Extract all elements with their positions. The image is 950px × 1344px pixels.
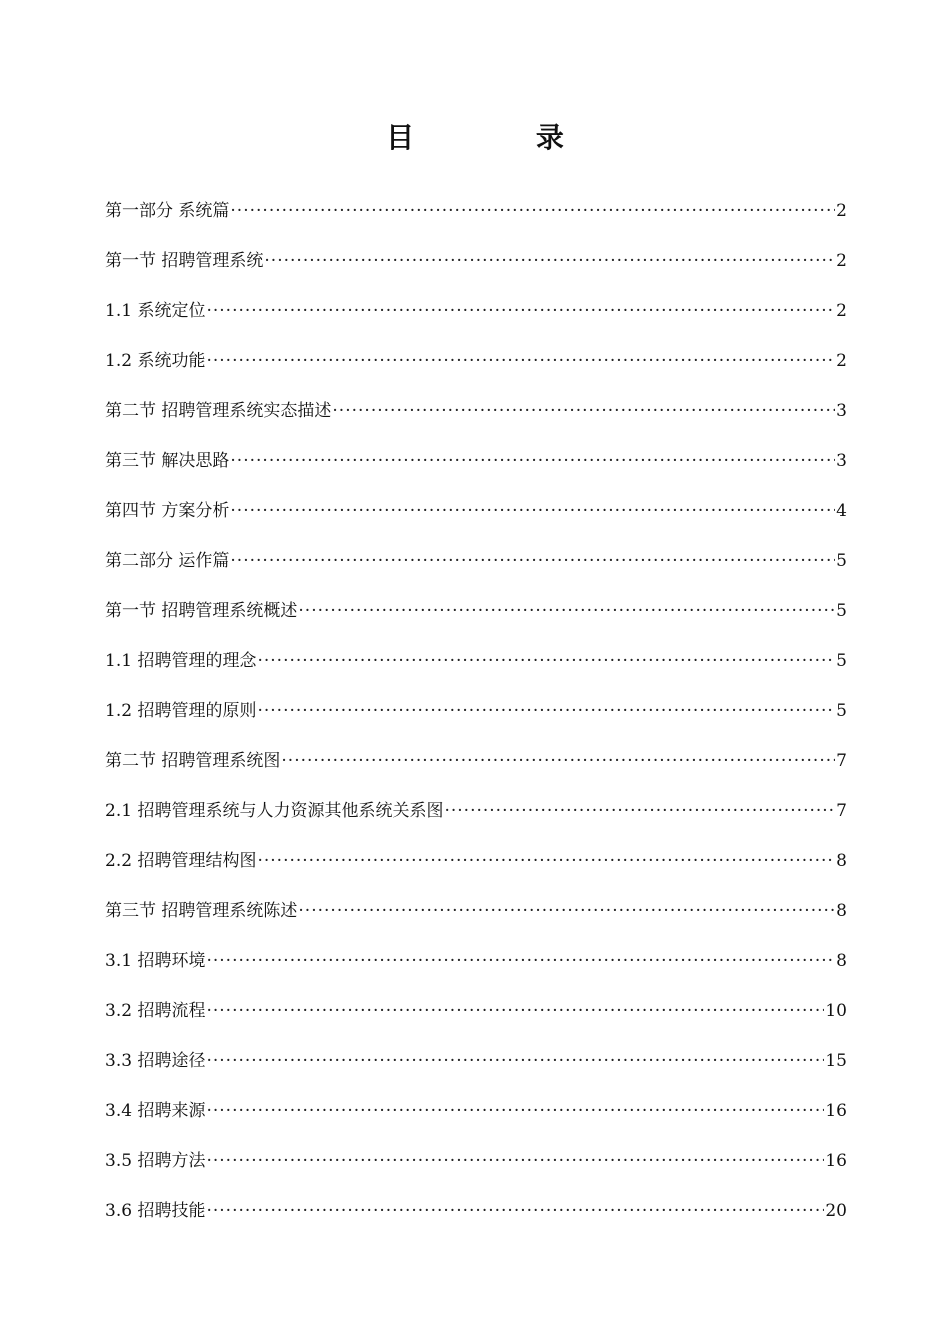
toc-leader-dots bbox=[206, 986, 824, 1036]
toc-entry-page: 16 bbox=[825, 1151, 847, 1171]
toc-leader-dots bbox=[206, 1036, 824, 1086]
toc-entry-label: 第四节 方案分析 bbox=[105, 501, 230, 521]
toc-entry-page: 16 bbox=[825, 1101, 847, 1121]
toc-entry-page: 8 bbox=[836, 901, 847, 921]
toc-entry-page: 20 bbox=[825, 1201, 847, 1221]
toc-entry-page: 2 bbox=[836, 201, 847, 221]
toc-entry-label: 1.2 系统功能 bbox=[105, 351, 206, 371]
toc-entry[interactable] bbox=[105, 686, 847, 736]
toc-leader-dots bbox=[206, 1136, 824, 1186]
toc-entry-page: 2 bbox=[836, 351, 847, 371]
toc-leader-dots bbox=[257, 686, 835, 736]
toc-entry[interactable] bbox=[105, 386, 847, 436]
toc-entry-label: 第三节 招聘管理系统陈述 bbox=[105, 901, 298, 921]
toc-entry-label: 第一部分 系统篇 bbox=[105, 201, 230, 221]
toc-title: 目 录 bbox=[386, 121, 620, 154]
toc-entry-label: 第三节 解决思路 bbox=[105, 451, 230, 471]
toc-entry-label: 第二节 招聘管理系统实态描述 bbox=[105, 401, 332, 421]
toc-leader-dots bbox=[332, 386, 835, 436]
toc-entry[interactable] bbox=[105, 1086, 847, 1136]
toc-entry-label: 3.5 招聘方法 bbox=[105, 1151, 206, 1171]
toc-leader-dots bbox=[206, 1186, 824, 1236]
toc-entry[interactable] bbox=[105, 1186, 847, 1236]
toc-entry-label: 第二部分 运作篇 bbox=[105, 551, 230, 571]
toc-entry-page: 3 bbox=[836, 451, 847, 471]
toc-entry-label: 3.2 招聘流程 bbox=[105, 1001, 206, 1021]
toc-entry-label: 3.6 招聘技能 bbox=[105, 1201, 206, 1221]
toc-leader-dots bbox=[206, 1086, 824, 1136]
toc-entry[interactable] bbox=[105, 936, 847, 986]
toc-entry-label: 第一节 招聘管理系统概述 bbox=[105, 601, 298, 621]
toc-entry[interactable] bbox=[105, 336, 847, 386]
toc-entry-page: 5 bbox=[836, 651, 847, 671]
toc-entry[interactable] bbox=[105, 286, 847, 336]
toc-entry[interactable] bbox=[105, 1136, 847, 1186]
toc-entry-label: 第二节 招聘管理系统图 bbox=[105, 751, 281, 771]
toc-entry-label: 2.1 招聘管理系统与人力资源其他系统关系图 bbox=[105, 801, 444, 821]
toc-entry[interactable] bbox=[105, 486, 847, 536]
toc-leader-dots bbox=[298, 586, 835, 636]
toc-entry[interactable] bbox=[105, 1036, 847, 1086]
toc-leader-dots bbox=[264, 236, 835, 286]
toc-entry-page: 4 bbox=[836, 501, 847, 521]
toc-entry-page: 5 bbox=[836, 701, 847, 721]
toc-entry[interactable] bbox=[105, 586, 847, 636]
toc-entry-page: 15 bbox=[825, 1051, 847, 1071]
toc-entry-label: 1.2 招聘管理的原则 bbox=[105, 701, 257, 721]
toc-leader-dots bbox=[230, 486, 835, 536]
toc-leader-dots bbox=[281, 736, 835, 786]
toc-entry-label: 3.1 招聘环境 bbox=[105, 951, 206, 971]
toc-entry-label: 3.3 招聘途径 bbox=[105, 1051, 206, 1071]
toc-entry-label: 3.4 招聘来源 bbox=[105, 1101, 206, 1121]
toc-entry[interactable] bbox=[105, 636, 847, 686]
toc-entry[interactable] bbox=[105, 786, 847, 836]
toc-entry-page: 2 bbox=[836, 301, 847, 321]
toc-entry[interactable] bbox=[105, 736, 847, 786]
toc-leader-dots bbox=[444, 786, 835, 836]
toc-entry-page: 7 bbox=[836, 801, 847, 821]
toc-entry[interactable] bbox=[105, 436, 847, 486]
toc-leader-dots bbox=[206, 936, 835, 986]
toc-leader-dots bbox=[230, 436, 835, 486]
toc-entry-label: 1.1 招聘管理的理念 bbox=[105, 651, 257, 671]
toc-entry[interactable] bbox=[105, 886, 847, 936]
toc-entry-label: 2.2 招聘管理结构图 bbox=[105, 851, 257, 871]
toc-leader-dots bbox=[206, 286, 835, 336]
toc-entry-page: 7 bbox=[836, 751, 847, 771]
toc-leader-dots bbox=[257, 836, 835, 886]
toc-leader-dots bbox=[230, 536, 835, 586]
toc-entry-label: 第一节 招聘管理系统 bbox=[105, 251, 264, 271]
toc-leader-dots bbox=[230, 186, 835, 236]
toc-entry-page: 8 bbox=[836, 851, 847, 871]
toc-leader-dots bbox=[298, 886, 835, 936]
toc-entry-label: 1.1 系统定位 bbox=[105, 301, 206, 321]
toc-entry[interactable] bbox=[105, 986, 847, 1036]
toc-entry-page: 10 bbox=[825, 1001, 847, 1021]
toc-entry-page: 3 bbox=[836, 401, 847, 421]
toc-entry-page: 2 bbox=[836, 251, 847, 271]
toc-entry[interactable] bbox=[105, 836, 847, 886]
toc-entry[interactable] bbox=[105, 186, 847, 236]
toc-entry-page: 8 bbox=[836, 951, 847, 971]
toc-entry-page: 5 bbox=[836, 601, 847, 621]
table-of-contents bbox=[105, 186, 847, 1236]
toc-entry[interactable] bbox=[105, 536, 847, 586]
toc-leader-dots bbox=[257, 636, 835, 686]
toc-entry-page: 5 bbox=[836, 551, 847, 571]
toc-entry[interactable] bbox=[105, 236, 847, 286]
toc-leader-dots bbox=[206, 336, 835, 386]
